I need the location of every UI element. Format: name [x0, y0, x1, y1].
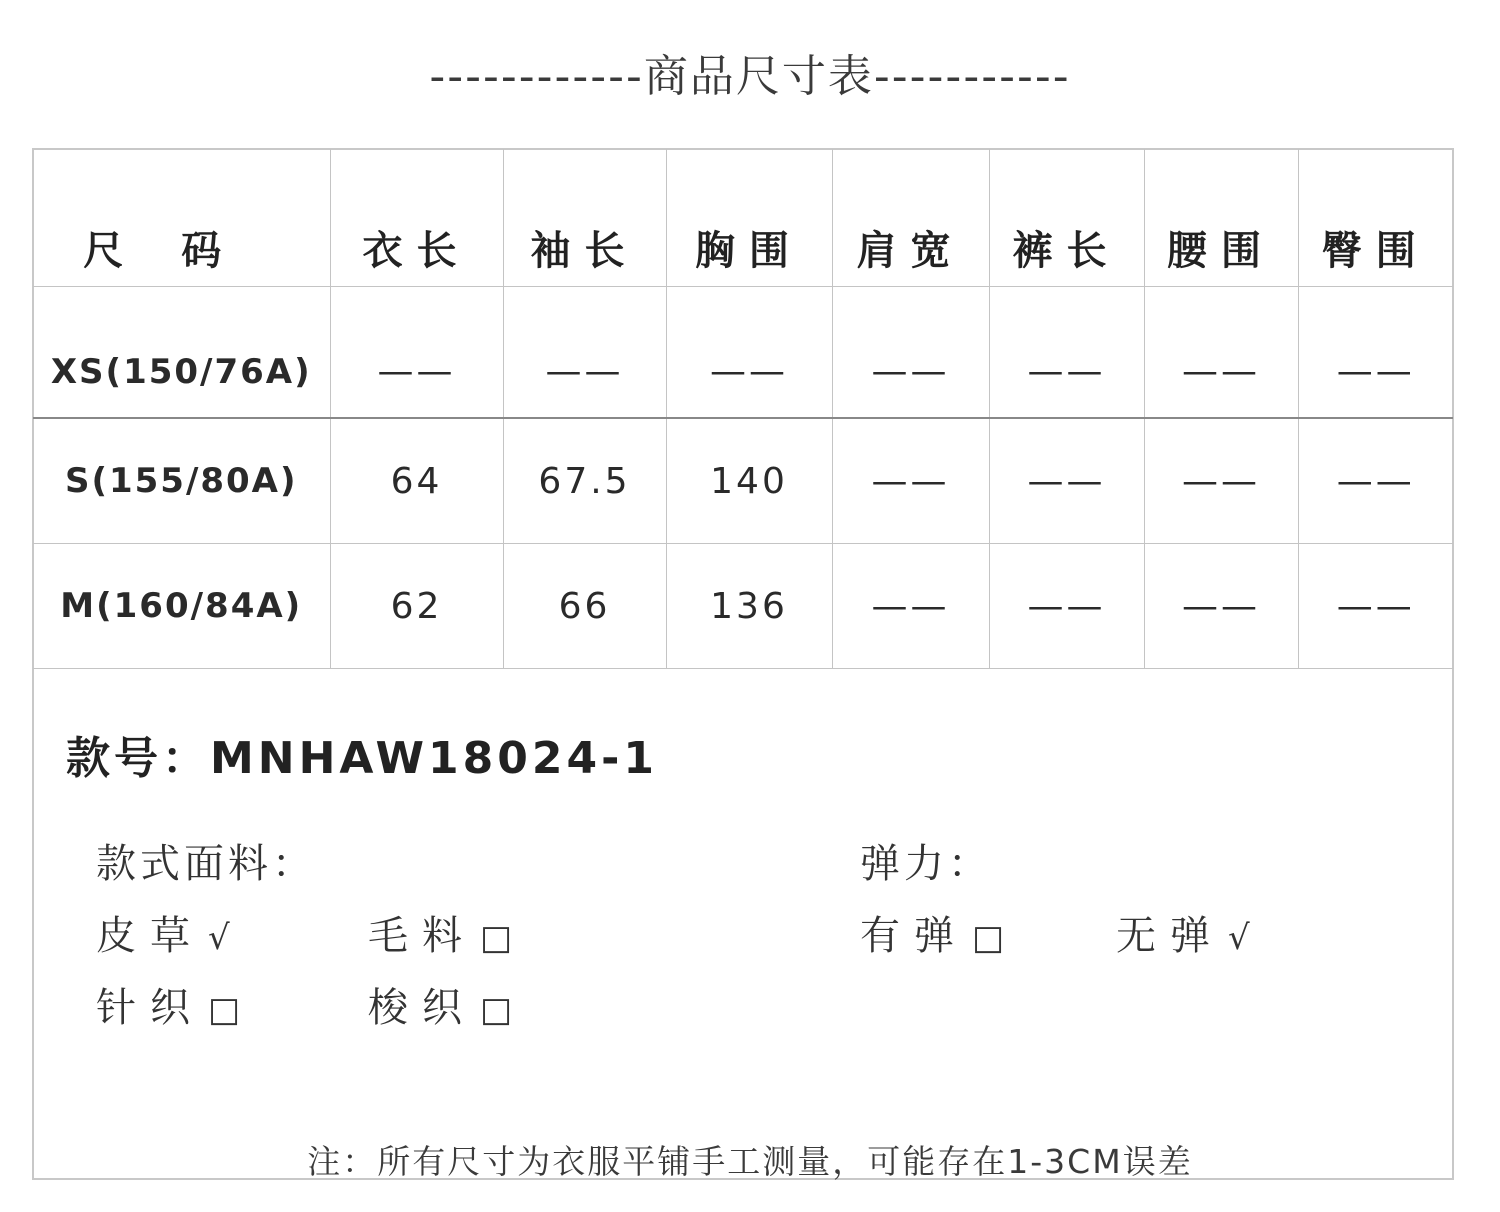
fabric-option-wool	[368, 904, 512, 961]
table-cell: 140	[666, 418, 832, 544]
option-label: 针织	[96, 985, 204, 1031]
option-label: 毛料	[368, 913, 476, 959]
table-cell: 62	[330, 544, 503, 669]
table-cell: ——	[832, 286, 989, 418]
table-cell: ——	[989, 286, 1144, 418]
table-cell: ——	[1298, 286, 1453, 418]
table-cell: ——	[832, 544, 989, 669]
table-row	[33, 544, 1453, 669]
header-chest: 胸围	[666, 149, 832, 286]
table-cell: ——	[832, 418, 989, 544]
option-label: 有弹	[860, 913, 968, 959]
option-label: 无弹	[1116, 913, 1224, 959]
table-row	[33, 286, 1453, 418]
check-mark-icon: √	[208, 918, 230, 958]
table-cell: 64	[330, 418, 503, 544]
checkbox-icon: □	[208, 990, 241, 1030]
table-cell: ——	[1144, 286, 1298, 418]
table-cell: ——	[1144, 544, 1298, 669]
header-length: 衣长	[330, 149, 503, 286]
check-mark-icon: √	[1228, 918, 1250, 958]
size-cell: M(160/84A)	[33, 544, 330, 669]
fabric-option-woven	[368, 976, 512, 1033]
header-waist: 腰围	[1144, 149, 1298, 286]
measurement-note: 注：所有尺寸为衣服平铺手工测量，可能存在1-3CM误差	[307, 1142, 1193, 1181]
checkbox-icon: □	[480, 918, 513, 958]
size-cell: S(155/80A)	[33, 418, 330, 544]
option-label: 梭织	[368, 985, 476, 1031]
table-cell: ——	[1298, 544, 1453, 669]
elasticity-option-no-stretch	[1116, 904, 1250, 961]
table-cell: ——	[1144, 418, 1298, 544]
table-cell: ——	[330, 286, 503, 418]
table-row	[33, 418, 1453, 544]
size-cell: XS(150/76A)	[33, 286, 330, 418]
option-label: 皮草	[96, 913, 204, 959]
header-hip: 臀围	[1298, 149, 1453, 286]
table-cell: ——	[989, 544, 1144, 669]
header-sleeve: 袖长	[503, 149, 666, 286]
fabric-label: 款式面料：	[96, 841, 316, 887]
elasticity-option-stretch	[860, 904, 1004, 961]
table-cell: 67.5	[503, 418, 666, 544]
page-title: ------------商品尺寸表-----------	[429, 51, 1071, 102]
fabric-option-knit	[96, 976, 240, 1033]
table-cell: ——	[1298, 418, 1453, 544]
header-size: 尺码	[33, 149, 330, 286]
table-cell: 136	[666, 544, 832, 669]
fabric-option-fur	[96, 904, 230, 961]
table-cell: 66	[503, 544, 666, 669]
table-cell: ——	[666, 286, 832, 418]
table-cell: ——	[989, 418, 1144, 544]
table-header-row	[33, 149, 1453, 286]
style-number: 款号：MNHAW18024-1	[66, 733, 658, 784]
header-shoulder: 肩宽	[832, 149, 989, 286]
checkbox-icon: □	[972, 918, 1005, 958]
elasticity-label: 弹力：	[860, 841, 992, 887]
checkbox-icon: □	[480, 990, 513, 1030]
header-pants-length: 裤长	[989, 149, 1144, 286]
table-cell: ——	[503, 286, 666, 418]
size-table	[33, 149, 1453, 669]
